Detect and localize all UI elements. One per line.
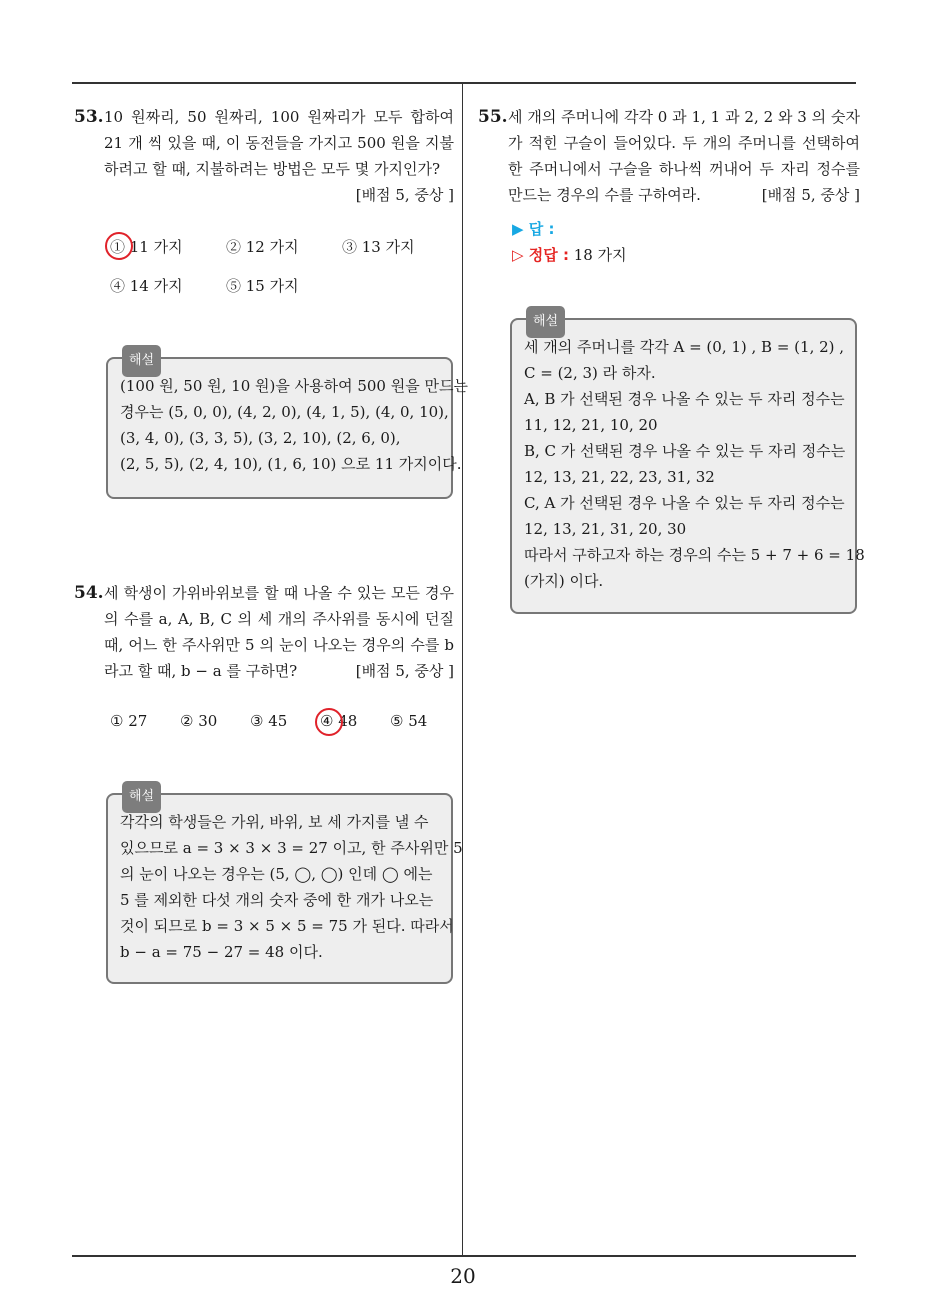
question-text: 세 학생이 가위바위보를 할 때 나올 수 있는 모든 경우의 수를 a, A, B, C 의 세 개의 주사위를 동시에 던질 때, 어느 한 주사위만 5 의 눈이 나오는 경우의 수를 b 라고 할 때, b − a 를 구하면?	[104, 584, 454, 680]
solution-line: B, C 가 선택된 경우 나올 수 있는 두 자리 정수는	[524, 442, 846, 460]
question-54	[74, 580, 454, 684]
answer-label: ▶ 답 :	[512, 220, 555, 238]
solution-line: 각각의 학생들은 가위, 바위, 보 세 가지를 낼 수	[120, 813, 429, 831]
solution-line: 11, 12, 21, 10, 20	[524, 416, 658, 434]
solution-line: 있으므로 a = 3 × 3 × 3 = 27 이고, 한 주사위만 5	[120, 839, 463, 857]
question-number: 55.	[478, 107, 508, 127]
choice-2[interactable]: ② 30	[180, 712, 218, 730]
solution-box-54	[106, 789, 463, 984]
choices-54	[74, 712, 454, 740]
solution-line: (3, 4, 0), (3, 3, 5), (3, 2, 10), (2, 6, 0),	[120, 429, 401, 447]
solution-line: 따라서 구하고자 하는 경우의 수는 5 + 7 + 6 = 18	[524, 546, 865, 564]
solution-line: 5 를 제외한 다섯 개의 숫자 중에 한 개가 나오는	[120, 891, 434, 909]
solution-line: (2, 5, 5), (2, 4, 10), (1, 6, 10) 으로 11 가지이다.	[120, 455, 462, 473]
choice-5[interactable]: ⑤ 15 가지	[226, 277, 299, 295]
choice-4[interactable]: ④ 14 가지	[110, 277, 183, 295]
column-divider	[462, 82, 463, 1257]
solution-line: (가지) 이다.	[524, 572, 604, 590]
solution-line: 세 개의 주머니를 각각 A = (0, 1) , B = (1, 2) ,	[524, 338, 845, 356]
question-text: 세 개의 주머니에 각각 0 과 1, 1 과 2, 2 와 3 의 숫자가 적힌 구슬이 들어있다. 두 개의 주머니를 선택하여 한 주머니에서 구슬을 하나씩 꺼내어 두 자리 정수를 만드는 경우의 수를 구하여라.	[508, 108, 860, 204]
question-53	[74, 104, 454, 208]
solution-line: (100 원, 50 원, 10 원)을 사용하여 500 원을 만드는	[120, 377, 468, 395]
solution-line: 것이 되므로 b = 3 × 5 × 5 = 75 가 된다. 따라서	[120, 917, 454, 935]
solution-tag: 해설	[526, 306, 565, 338]
choice-1[interactable]: ① 11 가지	[110, 236, 183, 257]
choice-4[interactable]: ④ 48	[320, 712, 357, 730]
solution-line: 12, 13, 21, 22, 23, 31, 32	[524, 468, 715, 486]
choice-1[interactable]: ① 27	[110, 712, 148, 730]
solution-line: 12, 13, 21, 31, 20, 30	[524, 520, 687, 538]
solution-line: 의 눈이 나오는 경우는 (5, ◯, ◯) 인데 ◯ 에는	[120, 865, 433, 883]
bottom-rule	[72, 1255, 856, 1257]
choices-53-row2	[74, 275, 454, 303]
solution-line: A, B 가 선택된 경우 나올 수 있는 두 자리 정수는	[524, 390, 845, 408]
question-text: 10 원짜리, 50 원짜리, 100 원짜리가 모두 합하여 21 개 씩 있을 때, 이 동전들을 가지고 500 원을 지불하려고 할 때, 지불하려는 방법은 모두 몇 가지인가?	[104, 108, 454, 178]
choice-3[interactable]: ③ 13 가지	[342, 238, 415, 256]
solution-box-55	[510, 314, 865, 614]
solution-line: b − a = 75 − 27 = 48 이다.	[120, 943, 323, 961]
choice-5[interactable]: ⑤ 54	[390, 712, 428, 730]
solution-box-53	[106, 353, 468, 499]
question-55	[478, 104, 860, 268]
question-meta: [배점 5, 중상 ]	[355, 186, 454, 204]
choices-53	[74, 236, 454, 264]
question-number: 53.	[74, 107, 104, 127]
question-number: 54.	[74, 583, 104, 603]
choice-3[interactable]: ③ 45	[250, 712, 288, 730]
page-number: 20	[450, 1264, 476, 1288]
correct-label: ▷ 정답 :	[512, 246, 569, 264]
choice-2[interactable]: ② 12 가지	[226, 238, 299, 256]
top-rule	[72, 82, 856, 84]
question-meta: [배점 5, 중상 ]	[355, 662, 454, 680]
solution-tag: 해설	[122, 345, 161, 377]
solution-line: 경우는 (5, 0, 0), (4, 2, 0), (4, 1, 5), (4, 0, 10),	[120, 403, 449, 421]
correct-value: 18 가지	[573, 246, 627, 264]
solution-line: C = (2, 3) 라 하자.	[524, 364, 656, 382]
solution-tag: 해설	[122, 781, 161, 813]
question-meta: [배점 5, 중상 ]	[761, 186, 860, 204]
solution-line: C, A 가 선택된 경우 나올 수 있는 두 자리 정수는	[524, 494, 845, 512]
